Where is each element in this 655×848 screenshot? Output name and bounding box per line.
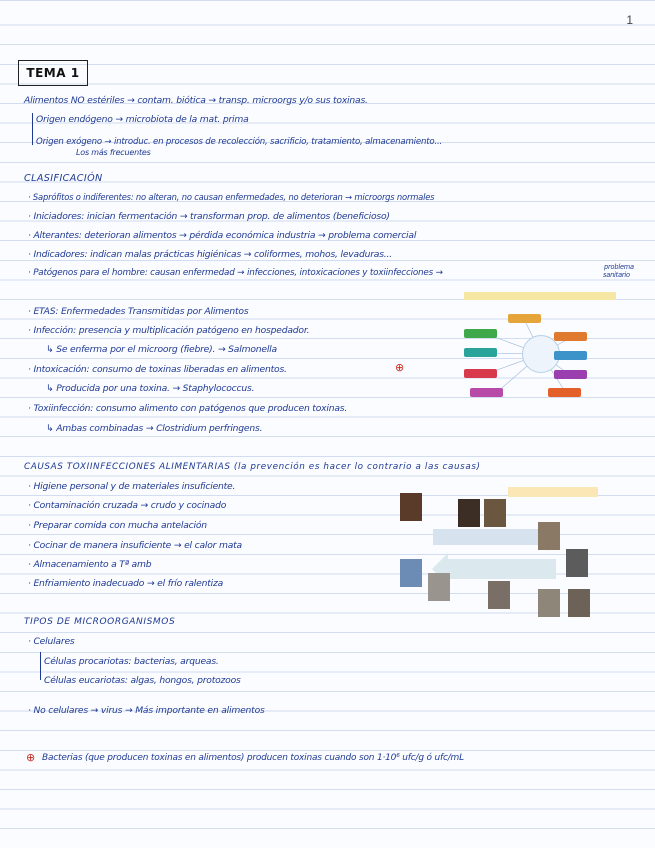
classification-item: · Iniciadores: inician fermentación → transforman prop. de alimentos (beneficioso) (28, 211, 390, 222)
etas-infection-sub: ↳ Se enferma por el microorg (fiebre). → Salmonella (46, 344, 277, 355)
portrait (484, 499, 506, 527)
causes-item: · Contaminación cruzada → crudo y cocinado (28, 500, 227, 511)
origin-exogenous: Origen exógeno → introduc. en procesos de recolección, sacrificio, tratamiento, almacenamiento... (36, 137, 443, 147)
mindmap-box (464, 348, 497, 357)
origin-bracket (32, 113, 33, 145)
microorganisms-non-cellular: · No celulares → virus → Más importante en alimentos (28, 705, 265, 716)
origin-exogenous-note: Los más frecuentes (76, 148, 151, 157)
classification-heading: CLASIFICACIÓN (24, 173, 103, 184)
portrait (538, 522, 560, 550)
note-marker-icon: ⊕ (395, 361, 405, 374)
footnote-marker-icon: ⊕ (26, 751, 36, 764)
classification-item: · Patógenos para el hombre: causan enfermedad → infecciones, intoxicaciones y toxiinfecciones → (28, 268, 443, 278)
etas-toxiinfection-sub: ↳ Ambas combinadas → Clostridium perfringens. (46, 423, 263, 434)
footnote: Bacterias (que producen toxinas en alimentos) producen toxinas cuando son 1·10⁶ ufc/g ó ufc/mL (42, 753, 464, 763)
etas-mindmap-image (456, 290, 626, 408)
etas-heading: · ETAS: Enfermedades Transmitidas por Alimentos (28, 306, 249, 317)
mindmap-title-bar (464, 292, 616, 300)
microorganisms-cellular: · Celulares (28, 636, 75, 647)
portrait (568, 589, 590, 617)
mindmap-box (470, 388, 503, 397)
portrait (400, 493, 422, 521)
microbiology-history-image (388, 477, 603, 642)
pathogen-note: sanitario (603, 271, 630, 279)
timeline-title-bar (508, 487, 598, 497)
causes-heading: CAUSAS TOXIINFECCIONES ALIMENTARIAS (la prevención es hacer lo contrario a las causas) (24, 462, 481, 472)
pathogen-note: problema (604, 263, 634, 271)
classification-item: · Alterantes: deterioran alimentos → pérdida económica industria → problema comercial (28, 230, 417, 241)
page-title: TEMA 1 (18, 60, 88, 86)
mindmap-box (554, 370, 587, 379)
mindmap-box (548, 388, 581, 397)
portrait (428, 573, 450, 601)
causes-item: · Almacenamiento a Tª amb (28, 559, 152, 570)
portrait (458, 499, 480, 527)
microorganisms-eukaryotes: Células eucariotas: algas, hongos, protozoos (44, 675, 241, 686)
microorganisms-heading: TIPOS DE MICROORGANISMOS (24, 617, 176, 627)
portrait (488, 581, 510, 609)
portrait (566, 549, 588, 577)
mindmap-box (554, 351, 587, 360)
mindmap-box (554, 332, 587, 341)
classification-item: · Saprófitos o indiferentes: no alteran, no causan enfermedades, no deterioran → microorgs normales (28, 192, 435, 202)
mindmap-box (508, 314, 541, 323)
etas-intoxication: · Intoxicación: consumo de toxinas liberadas en alimentos. (28, 364, 287, 375)
mindmap-box (464, 329, 497, 338)
classification-item: · Indicadores: indican malas prácticas higiénicas → coliformes, mohos, levaduras... (28, 249, 392, 260)
causes-item: · Preparar comida con mucha antelación (28, 520, 207, 531)
cell-types-bracket (40, 652, 41, 680)
causes-item: · Enfriamiento inadecuado → el frío ralentiza (28, 578, 224, 589)
page-number: 1 (626, 13, 633, 27)
etas-toxiinfection: · Toxiinfección: consumo alimento con patógenos que producen toxinas. (28, 403, 348, 414)
origin-endogenous: Origen endógeno → microbiota de la mat. prima (36, 114, 249, 125)
etas-infection: · Infección: presencia y multiplicación patógeno en hospedador. (28, 325, 310, 336)
causes-item: · Cocinar de manera insuficiente → el calor mata (28, 540, 242, 551)
causes-item: · Higiene personal y de materiales insuficiente. (28, 481, 236, 492)
mindmap-box (464, 369, 497, 378)
microorganisms-prokaryotes: Células procariotas: bacterias, arqueas. (44, 656, 219, 667)
etas-intoxication-sub: ↳ Producida por una toxina. → Staphylococcus. (46, 383, 255, 394)
portrait (538, 589, 560, 617)
intro-line: Alimentos NO estériles → contam. biótica → transp. microorgs y/o sus toxinas. (24, 95, 368, 106)
portrait (400, 559, 422, 587)
